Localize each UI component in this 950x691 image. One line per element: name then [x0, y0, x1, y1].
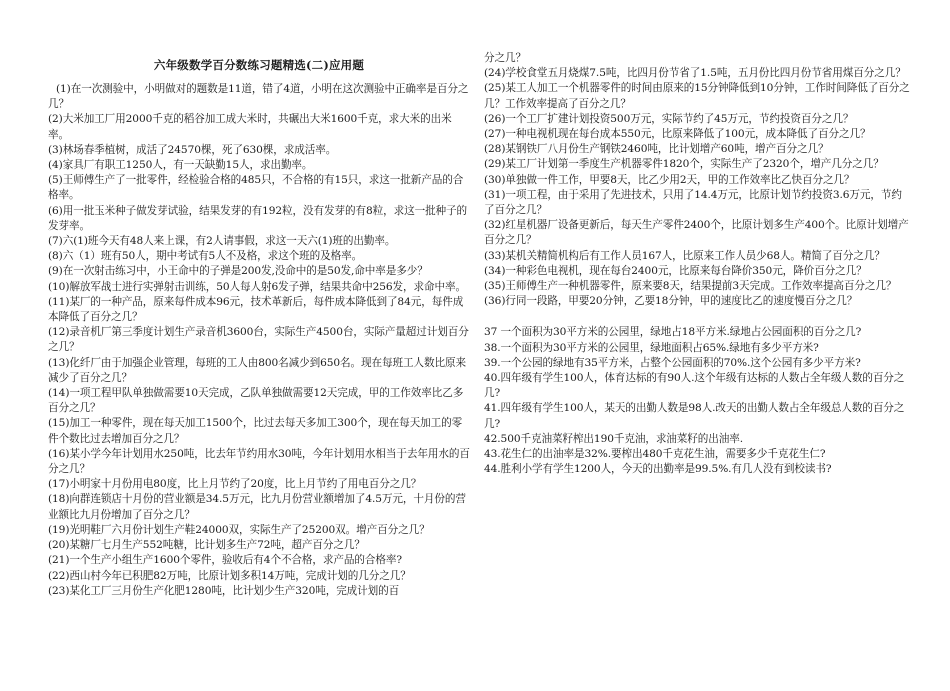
- question-item: (29)某工厂计划第一季度生产机器零件1820个，实际生产了2320个，增产几分之几？: [484, 158, 884, 171]
- question-item: (30)单独做一件工作，甲要8天，比乙少用2天，甲的工作效率比乙快百分之几？: [484, 173, 855, 186]
- question-item: (28)某钢铁厂八月份生产钢铁2460吨，比计划增产60吨，增产百分之几？: [484, 143, 829, 156]
- question-item: (34)一种彩色电视机，现在每台2400元，比原来每台降价350元，降价百分之几？: [484, 264, 867, 277]
- question-item: (23)某化工厂三月份生产化肥1280吨，比计划少生产320吨，完成计划的百: [48, 584, 400, 597]
- question-item: 40.四年级有学生100人，体育达标的有90人.这个年级有达标的人数占全年级人数的百分之几?: [484, 372, 905, 400]
- question-item: (15)加工一种零件，现在每天加工1500个，比过去每天多加工300个，现在每天加工的零件个数比过去增加百分之几？: [48, 417, 463, 445]
- question-item: 44.胜利小学有学生1200人，今天的出勤率是99.5%.有几人没有到校读书?: [484, 463, 832, 476]
- question-item: (26)一个工厂扩建计划投资500万元，实际节约了45万元，节约投资百分之几？: [484, 112, 854, 125]
- question-item: (2)大米加工厂用2000千克的稻谷加工成大米时，共碾出大米1600千克，求大米的出米率。: [48, 113, 452, 141]
- question-item: 42.500千克油菜籽榨出190千克油，求油菜籽的出油率.: [484, 432, 744, 445]
- question-item: (16)某小学今年计划用水250吨，比去年节约用水30吨，今年计划用水相当于去年用水的百分之几？: [48, 447, 470, 476]
- question-item: (9)在一次射击练习中，小王命中的子弹是200发,没命中的是50发,命中率是多少？: [48, 265, 428, 278]
- question-item: (36)行同一段路，甲要20分钟，乙要18分钟，甲的速度比乙的速度慢百分之几？: [484, 295, 858, 308]
- question-item: (17)小明家十月份用电80度，比上月节约了20度，比上月节约了用电百分之几？: [48, 478, 422, 491]
- question-item: (12)录音机厂第三季度计划生产录音机3600台，实际生产4500台，实际产量超过计划百分之几？: [48, 326, 469, 354]
- question-item: (33)某机关精简机构后有工作人员167人，比原来工作人员少68人。精简了百分之几？: [484, 249, 885, 262]
- question-item: 38.一个面积为30平方米的公园里，绿地面积占65%.绿地有多少平方米?: [484, 341, 819, 354]
- question-item: (8)六（1）班有50人，期中考试有5人不及格，求这个班的及格率。: [48, 250, 363, 263]
- question-item: (25)某工人加工一个机器零件的时间由原来的15分钟降低到10分钟，工作时间降低了百分之几？工作效率提高了百分之几？: [484, 82, 910, 110]
- question-item: (20)某糖厂七月生产552吨糖，比计划多生产72吨，超产百分之几？: [48, 539, 365, 552]
- section-gap: [484, 309, 910, 325]
- question-item: (19)光明鞋厂六月份计划生产鞋24000双，实际生产了25200双。增产百分之几？: [48, 523, 430, 536]
- question-item: (18)向群连锁店十月份的营业额是34.5万元，比九月份营业额增加了4.5万元，十月份的营业额比九月份增加了百分之几？: [48, 493, 466, 521]
- question-item: (6)用一批玉米种子做发芽试验，结果发芽的有192粒，没有发芽的有8粒，求这一批种子的发芽率。: [48, 204, 468, 232]
- question-item: (1)在一次测验中，小明做对的题数是11道，错了4道，小明在这次测验中正确率是百分之几？: [48, 83, 469, 111]
- question-item: 37 一个面积为30平方米的公园里，绿地占18平方米.绿地占公园面积的百分之几?: [484, 326, 862, 339]
- right-column-part-b: [484, 325, 910, 477]
- question-item: (11)某厂的一种产品，原来每件成本96元，技术革新后，每件成本降低到了84元，每件成本降低了百分之几？: [48, 295, 464, 324]
- question-item: (22)西山村今年已积肥82万吨，比原计划多积14万吨，完成计划的几分之几？: [48, 569, 411, 582]
- page-title: 六年级数学百分数练习题精选(二)应用题: [153, 58, 365, 72]
- left-column: [48, 82, 470, 599]
- question-item: (27)一种电视机现在每台成本550元，比原来降低了100元，成本降低了百分之几？: [484, 128, 871, 141]
- question-item: (21)一个生产小组生产1600个零件，验收后有4个不合格，求产品的合格率?: [48, 554, 402, 567]
- question-item: (32)红星机器厂设备更新后，每天生产零件2400个，比原计划多生产400个。比原计划增产百分之几？: [484, 219, 909, 247]
- right-column-part-a: [484, 51, 910, 309]
- question-item: 43.花生仁的出油率是32%.要榨出480千克花生油，需要多少千克花生仁?: [484, 448, 826, 461]
- question-item: (5)王师傅生产了一批零件，经检验合格的485只，不合格的有15只，求这一批新产品的合格率。: [48, 174, 464, 202]
- right-column: [484, 51, 910, 477]
- question-item: (24)学校食堂五月烧煤7.5吨，比四月份节省了1.5吨，五月份比四月份节省用煤百分之几？: [484, 67, 906, 80]
- question-item: 分之几？: [484, 52, 526, 64]
- question-item: 39.一个公园的绿地有35平方米，占整个公园面积的70%.这个公园有多少平方米?: [484, 356, 861, 369]
- question-item: (35)王师傅生产一种机器零件，原来要8天，结果提前3天完成。工作效率提高百分之几？: [484, 280, 897, 293]
- question-item: (4)家具厂有职工1250人，有一天缺勤15人，求出勤率。: [48, 159, 313, 172]
- question-item: (13)化纤厂由于加强企业管理，每班的工人由800名减少到650名。现在每班工人数比原来减少了百分之几？: [48, 356, 466, 384]
- question-item: (14)一项工程甲队单独做需要10天完成，乙队单独做需要12天完成，甲的工作效率比乙多百分之几？: [48, 387, 464, 415]
- question-item: 41.四年级有学生100人，某天的出勤人数是98人.改天的出勤人数占全年级总人数的百分之几?: [484, 402, 905, 430]
- question-item: (10)解放军战士进行实弹射击训练，50人每人射6发子弹，结果共命中256发，求命中率。: [48, 280, 466, 293]
- question-item: (3)林场春季植树，成活了24570棵，死了630棵，求成活率。: [48, 143, 337, 156]
- question-item: (31)一项工程，由于采用了先进技术，只用了14.4万元，比原计划节约投资3.6万元，节约了百分之几？: [484, 188, 902, 217]
- question-item: (7)六(1)班今天有48人来上课，有2人请事假，求这一天六(1)班的出勤率。: [48, 235, 396, 248]
